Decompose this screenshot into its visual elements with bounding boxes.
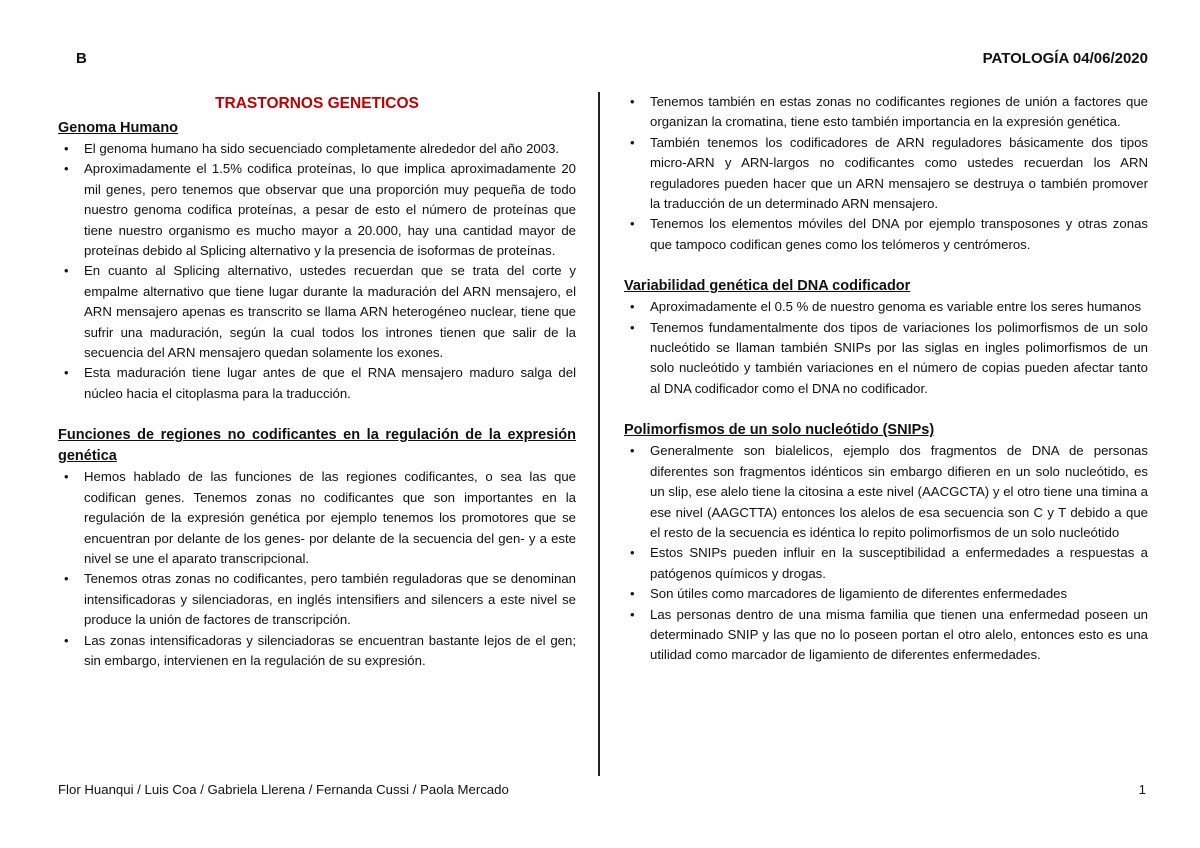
section-spacer (624, 255, 1148, 276)
list-item: • El genoma humano ha sido secuenciado completamente alrededor del año 2003. (58, 139, 576, 159)
bullet-list (58, 139, 576, 404)
list-item: • Tenemos otras zonas no codificantes, pero también reguladoras que se denominan intensificadoras y silenciadoras, en inglés intensifiers and silencers a este nivel se produce la unión de factores de transcripción. (58, 569, 576, 630)
list-item: • Tenemos los elementos móviles del DNA por ejemplo transposones y otras zonas que tampoco codifican genes como los telómeros y centrómeros. (624, 214, 1148, 255)
header-course-date: PATOLOGÍA 04/06/2020 (982, 50, 1148, 67)
list-item: • Las zonas intensificadoras y silenciadoras se encuentran bastante lejos de el gen; sin embargo, intervienen en la regulación de su expresión. (58, 631, 576, 672)
left-column (58, 94, 576, 671)
list-item: • Aproximadamente el 0.5 % de nuestro genoma es variable entre los seres humanos (624, 297, 1148, 317)
column-divider (598, 92, 600, 776)
bullet-list (624, 92, 1148, 255)
list-item: • Las personas dentro de una misma familia que tienen una enfermedad poseen un determinado SNIP y las que no lo poseen portan el otro alelo, entonces esto es una utilidad como marcador de ligamiento de diferentes enfermedades. (624, 605, 1148, 666)
list-item: • Tenemos también en estas zonas no codificantes regiones de unión a factores que organizan la cromatina, tiene esto también importancia en la expresión genética. (624, 92, 1148, 133)
list-item: • Generalmente son bialelicos, ejemplo dos fragmentos de DNA de personas diferentes son fragmentos idénticos sin embargo difieren en un solo nucleótido, es un slip, ese alelo tiene la citosina a este nivel (AACGCTA) y el otro tiene una timina a ese nivel (AAGCTTA) entonces los alelos de esa secuencia son C y T debido a que el resto de la secuencia es idéntica lo repito polimorfismos de un solo nucleótido (624, 441, 1148, 543)
list-item: • Aproximadamente el 1.5% codifica proteínas, lo que implica aproximadamente 20 mil genes, pero tenemos que observar que una proporción muy pequeña de todo nuestro genoma codifica proteínas, a pesar de esto el número de proteínas que tiene nuestro organismo es mucho mayor a 20.000, hay una cantidad mayor de proteínas debido al Splicing alternativo y la presencia de isoformas de proteínas. (58, 159, 576, 261)
bullet-list (624, 441, 1148, 665)
bullet-list (624, 297, 1148, 399)
bullet-list (58, 467, 576, 671)
list-item: • Estos SNIPs pueden influir en la susceptibilidad a enfermedades a respuestas a patógenos químicos y drogas. (624, 543, 1148, 584)
section-heading: Funciones de regiones no codificantes en la regulación de la expresión genética (58, 427, 576, 465)
section-heading: Genoma Humano (58, 120, 179, 136)
right-column (624, 92, 1148, 666)
list-item: • En cuanto al Splicing alternativo, ustedes recuerdan que se trata del corte y empalme alternativo que tiene lugar durante la maduración del ARN mensajero, el ARN mensajero apenas es transcrito se llama ARN heterogéneo nuclear, tiene que sufrir una maduración, según la cual todos los intrones tienen que salir de la secuencia del ARN mensajero quedan solamente los exones. (58, 261, 576, 363)
header-label: B (76, 50, 87, 67)
section-spacer (624, 399, 1148, 420)
list-item: • Son útiles como marcadores de ligamiento de diferentes enfermedades (624, 584, 1148, 604)
list-item: • Esta maduración tiene lugar antes de que el RNA mensajero maduro salga del núcleo hacia el citoplasma para la traducción. (58, 363, 576, 404)
list-item: • Tenemos fundamentalmente dos tipos de variaciones los polimorfismos de un solo nucleótido se llaman también SNIPs por las siglas en ingles polimorfismos de un solo nucleótido y también variaciones en el número de copias pueden afectar tanto al DNA codificador como el DNA no codificador. (624, 318, 1148, 400)
section-spacer (58, 404, 576, 425)
section-heading: Polimorfismos de un solo nucleótido (SNIPs) (624, 422, 935, 439)
section-heading: Variabilidad genética del DNA codificador (624, 278, 911, 295)
list-item: • También tenemos los codificadores de ARN reguladores básicamente dos tipos micro-ARN y ARN-largos no codificantes como ustedes recuerdan los ARN reguladores pueden hacer que un ARN mensajero se destruya o también promover la traducción de un determinado ARN mensajero. (624, 133, 1148, 215)
list-item: • Hemos hablado de las funciones de las regiones codificantes, o sea las que codifican genes. Tenemos zonas no codificantes que son importantes en la regulación de la expresión genética por ejemplo tenemos los promotores que se encuentran por delante de los genes- por delante de la secuencia del gen- y a este nivel se une el aparato transcripcional. (58, 467, 576, 569)
document-title: TRASTORNOS GENETICOS (215, 95, 419, 112)
footer-authors: Flor Huanqui / Luis Coa / Gabriela Llerena / Fernanda Cussi / Paola Mercado (58, 782, 509, 797)
page-number: 1 (1138, 782, 1146, 797)
